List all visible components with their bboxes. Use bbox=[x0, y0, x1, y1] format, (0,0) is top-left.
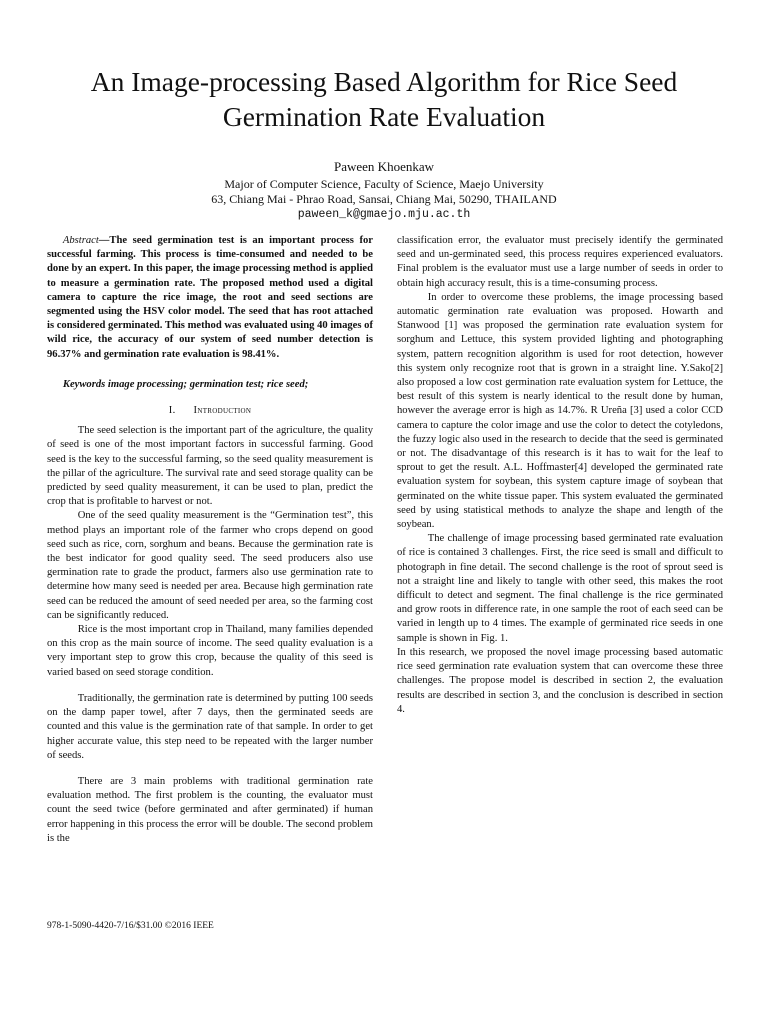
author-email: paween_k@gmaejo.mju.ac.th bbox=[297, 208, 471, 221]
affiliation-line-2: 63, Chiang Mai - Phrao Road, Sansai, Chiang Mai, 50290, THAILAND bbox=[211, 192, 557, 206]
intro-paragraph-1: The seed selection is the important part of the agriculture, the quality of seed is one of the most important factors in successful farming. Good seed is the key to the successful farming, so the seed quality measurement is the pillar of the agriculture. The survival rate and seed storage quality can be predicted by seed quality measurement, it can be used to plan, predict the crop that is profitable to harvest or not. bbox=[47, 425, 373, 508]
keywords bbox=[47, 378, 373, 392]
intro-paragraph-2: One of the seed quality measurement is the “Germination test”, this method plays an important role of the farmer who crops depend on good seed such as rice, corn, sorghum and beans. Because the germination rate is the best indicator for good quality seed. The seed producers also use germination rate to grade the product, farmers also use germination rate to determine how many seed is needed per area. Because high germination rate seed can be reduced the amount of seed needed per area, so the farming cost can be significantly reduced. bbox=[47, 510, 373, 621]
abstract-text: —The seed germination test is an important process for successful farming. This process is time-consumed and needed to be done by an expert. In this paper, the image processing method is applied to measure a germination rate. The proposed method used a digital camera to capture the rice image, the root and seed sections are segmented using the HSV color model. The seed that has root attached is considered germinated. This method was evaluated using 40 images of wild rice, the accuracy of our system of seed number detection is 96.37% and germination rate evaluation is 98.41%. bbox=[47, 235, 373, 360]
keywords-text: image processing; germination test; rice seed; bbox=[105, 378, 309, 390]
affiliation-line-1: Major of Computer Science, Faculty of Science, Maejo University bbox=[224, 177, 544, 191]
paper-title-line-1: An Image-processing Based Algorithm for Rice Seed bbox=[90, 66, 678, 97]
section-title: Introduction bbox=[193, 405, 252, 417]
intro-paragraph-4: Traditionally, the germination rate is determined by putting 100 seeds on the damp paper towel, after 7 days, then the germinated seeds are counted and this value is the germination rate of that sample. In order to get higher accurate value, this step need to be repeated with the larger number of seeds. bbox=[47, 692, 373, 761]
left-column bbox=[47, 234, 373, 846]
right-paragraph-3: The challenge of image processing based germinated rate evaluation of rice is contained 3 challenges. First, the rice seed is small and difficult to photograph in fine detail. The second challenge is the root of sprout seed is not a straight line and likely to tangle with other seed, this makes the root difficult to detect and segment. The final challenge is the rice germinated and grow roots in difference rate, in one sample the root of each seed can be varied in length up to 4 times. The example of germinated rice seeds in one sample is shown in Fig. 1. bbox=[397, 533, 723, 644]
paper-title-line-2: Germination Rate Evaluation bbox=[222, 101, 546, 132]
section-heading-introduction bbox=[47, 404, 373, 418]
author-block bbox=[20, 158, 748, 222]
paper-title bbox=[20, 64, 748, 134]
right-paragraph-1: classification error, the evaluator must precisely identify the germinated seed and un-germinated seed, this process requires experienced evaluators. Final problem is the evaluator must use a large number of seeds in order to obtain high accuracy result, this is a time-consuming process. bbox=[397, 235, 723, 289]
abstract bbox=[47, 234, 373, 362]
right-column bbox=[397, 234, 723, 717]
intro-paragraph-5: There are 3 main problems with traditional germination rate evaluation method. The first problem is the counting, the evaluator must count the seed twice (before germinated and after germinated) if human error happening in this process the error will be double. The second problem is the bbox=[47, 775, 373, 844]
intro-paragraph-3: Rice is the most important crop in Thailand, many families depended on this crop as the main source of income. The seed quality evaluation is a very important step to grow this crop, because the quality of this seed is varied based on seed storage condition. bbox=[47, 624, 373, 678]
copyright-footer: 978-1-5090-4420-7/16/$31.00 ©2016 IEEE bbox=[47, 921, 214, 931]
keywords-label: Keywords bbox=[62, 378, 106, 390]
abstract-label: Abstract bbox=[62, 235, 99, 246]
right-paragraph-2: In order to overcome these problems, the image processing based automatic germination rate evaluation was proposed. Howarth and Stanwood [1] was proposed the germination rate evaluation system for sorghum and Lettuce, this system provided lighting and photographing system, pattern recognition algorithm is used for root detection, however this system only recognize root that is grown in a straight line. Y.Sako[2] also proposed a low cost germination rate evaluation system for Lettuce, the best result of this system is nearly identical to the result done by human, however the average error is high as 14.7%. R Ureña [3] used a color CCD camera to capture the color image and use the color to detect the cotyledons, the fuzzy logic also used in the research to decide that the seed is germinated or not. The disadvantage of this research is it has to wait for the leaf to sprout to get the result. A.L. Hoffmaster[4] developed the germinated rate evaluation system for soybean, this system capture image of soybean that germinated on the white tissue paper. This system evaluated the germinated seed by using statistical methods to analyze the shape and length of the soybean. bbox=[397, 291, 723, 531]
right-paragraph-4: In this research, we proposed the novel image processing based automatic rice seed germination rate evaluation system that can overcome these three challenges. The propose model is described in section 2, the evaluation results are described in section 3, and the conclusion is described in section 4. bbox=[397, 646, 723, 715]
section-number: I. bbox=[168, 405, 176, 417]
author-name: Paween Khoenkaw bbox=[334, 159, 434, 174]
